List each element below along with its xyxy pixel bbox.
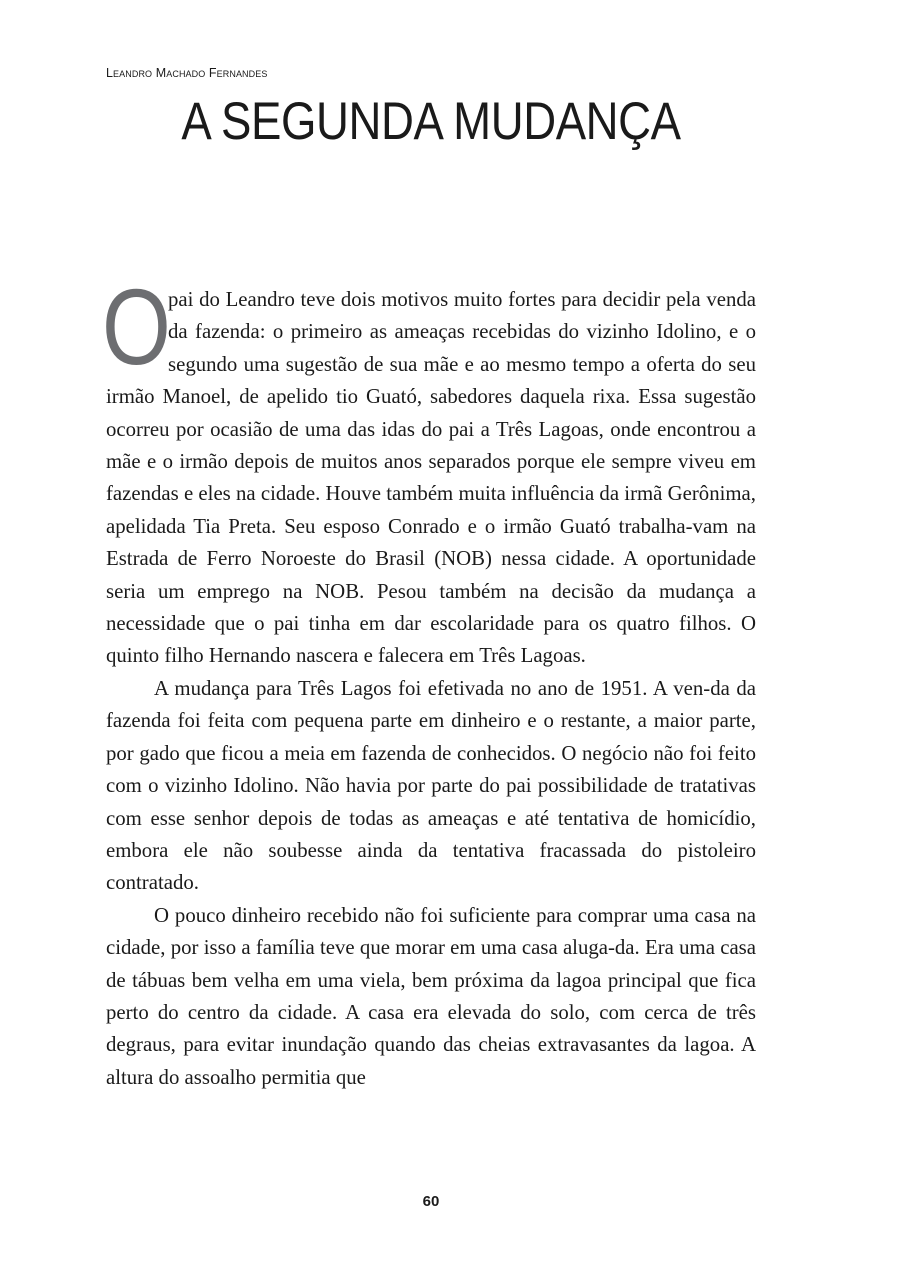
- paragraph: [102, 266, 756, 673]
- paragraph-text: pai do Leandro teve dois motivos muito fortes para decidir pela venda da fazenda: o primeiro as ameaças recebidas do vizinho Idolino, e o segundo uma sugestão de sua mãe e ao mesmo tempo a oferta do seu irmão Manoel, de apelido tio Guató, sabedores daquela rixa. Essa sugestão ocorreu por ocasião de uma das idas do pai a Três Lagoas, onde encontrou a mãe e o irmão depois de muitos anos separados porque ele sempre viveu em fazendas e eles na cidade. Houve também muita influência da irmã Gerônima, apelidada Tia Preta. Seu esposo Conrado e o irmão Guató trabalha-vam na Estrada de Ferro Noroeste do Brasil (NOB) nessa cidade. A oportunidade seria um emprego na NOB. Pesou também na decisão da mudança a necessidade que o pai tinha em dar escolaridade para os quatro filhos. O quinto filho Hernando nascera e falecera em Três Lagoas.: [106, 288, 756, 668]
- drop-cap: O: [102, 266, 171, 387]
- body-text: [102, 266, 756, 1094]
- paragraph: O pouco dinheiro recebido não foi suficiente para comprar uma casa na cidade, por isso a família teve que morar em uma casa aluga-da. Era uma casa de tábuas bem velha em uma viela, bem próxima da lagoa principal que fica perto do centro da cidade. A casa era elevada do solo, com cerca de três degraus, para evitar inundação quando das cheias extravasantes da lagoa. A altura do assoalho permitia que: [106, 903, 756, 1089]
- chapter-title: A SEGUNDA MUDANÇA: [181, 92, 681, 151]
- paragraph: A mudança para Três Lagos foi efetivada no ano de 1951. A ven-da da fazenda foi feita com pequena parte em dinheiro e o restante, a maior parte, por gado que ficou a meia em fazenda de conhecidos. O negócio não foi feito com o vizinho Idolino. Não havia por parte do pai possibilidade de tratativas com esse senhor depois de todas as ameaças e até tentativa de homicídio, embora ele não soubesse ainda da tentativa fracassada do pistoleiro contratado.: [106, 676, 756, 895]
- page-number: 60: [422, 1193, 440, 1210]
- running-head: Leandro Machado Fernandes: [106, 66, 268, 80]
